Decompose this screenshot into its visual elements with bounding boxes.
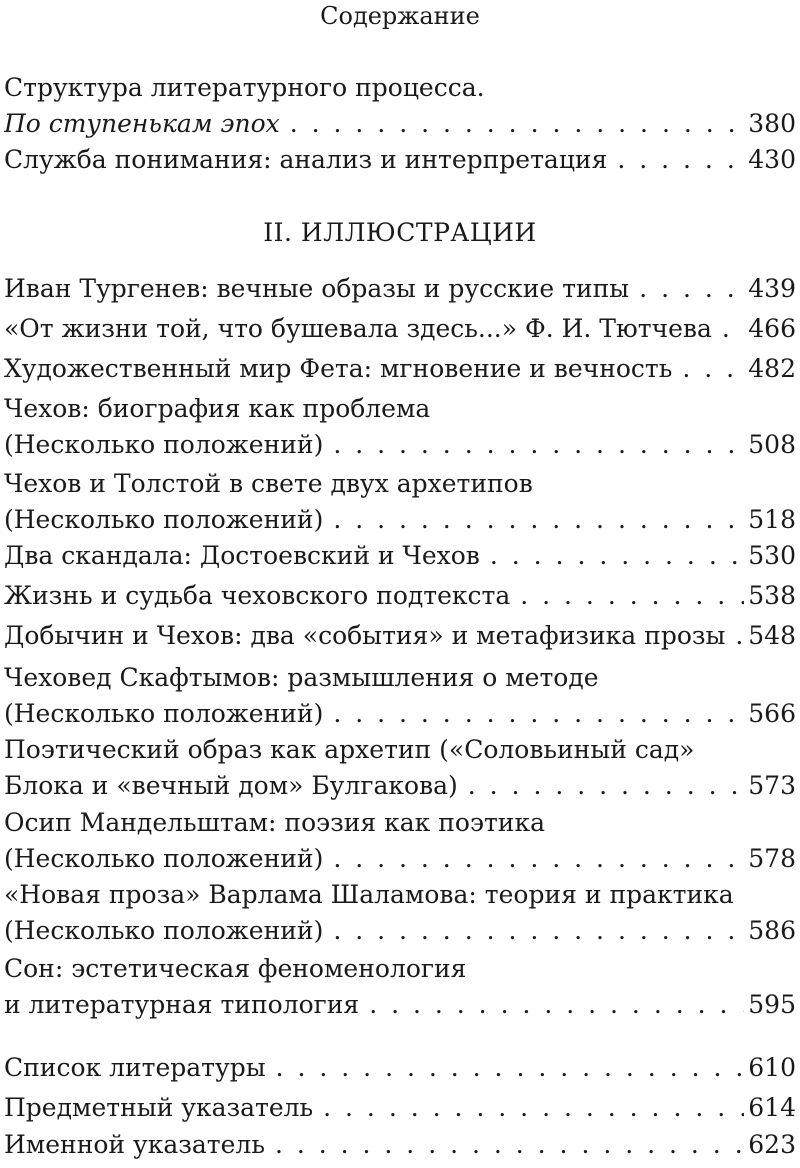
entry-title: Чехов: биография как проблема (4, 394, 431, 423)
running-head: Содержание (320, 2, 480, 30)
dot-leader (333, 696, 744, 732)
toc-entry (4, 271, 796, 307)
page-number: 508 (748, 430, 796, 459)
dot-leader (333, 427, 744, 463)
entry-title: Два скандала: Достоевский и Чехов (4, 541, 480, 570)
entry-subtitle: (Несколько положений) (4, 505, 324, 534)
dot-leader (276, 1050, 745, 1086)
entry-title: Художественный мир Фета: мгновение и вечность (4, 354, 673, 383)
entry-title: Иван Тургенев: вечные образы и русские типы (4, 274, 630, 303)
page-number: 518 (748, 505, 796, 534)
toc-entry (4, 951, 796, 1023)
dot-leader (490, 538, 744, 574)
entry-title: Чехов и Толстой в свете двух архетипов (4, 469, 533, 498)
toc-entry (4, 70, 796, 142)
dot-leader (275, 1127, 744, 1163)
toc-entry (4, 142, 796, 178)
page-number: 623 (748, 1130, 796, 1159)
page-number: 538 (748, 581, 796, 610)
dot-leader (290, 106, 745, 142)
page-number: 530 (748, 541, 796, 570)
entry-subtitle: (Несколько положений) (4, 699, 324, 728)
toc-entry (4, 877, 796, 949)
page-number: 614 (748, 1093, 796, 1122)
toc-entry (4, 311, 796, 347)
dot-leader (617, 142, 744, 178)
dot-leader (735, 618, 744, 654)
page-number: 595 (748, 990, 796, 1019)
entry-title: Добычин и Чехов: два «события» и метафизика прозы (4, 621, 726, 650)
toc-entry (4, 618, 796, 654)
entry-title: «Новая проза» Варлама Шаламова: теория и практика (4, 880, 734, 909)
toc-entry (4, 1050, 796, 1086)
toc-entry (4, 805, 796, 877)
dot-leader (369, 987, 744, 1023)
toc-entry (4, 732, 796, 804)
entry-title: Сон: эстетическая феноменология (4, 954, 467, 983)
entry-title: Именной указатель (4, 1130, 265, 1159)
entry-title: Чеховед Скафтымов: размышления о методе (4, 663, 599, 692)
toc-entry (4, 660, 796, 732)
page-number: 610 (748, 1053, 796, 1082)
page-number: 566 (748, 699, 796, 728)
entry-title: Предметный указатель (4, 1093, 314, 1122)
toc-entry (4, 351, 796, 387)
toc-entry (4, 1127, 796, 1163)
toc-entry (4, 578, 796, 614)
toc-entry (4, 1090, 796, 1126)
page-number: 439 (748, 274, 796, 303)
entry-subtitle: (Несколько положений) (4, 916, 324, 945)
page-number: 380 (748, 109, 796, 138)
toc-entry (4, 538, 796, 574)
entry-title: Осип Мандельштам: поэзия как поэтика (4, 808, 545, 837)
entry-title: «От жизни той, что бушевала здесь...» Ф. И. Тютчева (4, 314, 712, 343)
dot-leader (520, 578, 744, 614)
entry-subtitle: По ступенькам эпох (4, 109, 280, 138)
dot-leader (333, 502, 744, 538)
entry-subtitle: (Несколько положений) (4, 844, 324, 873)
page-number: 466 (748, 314, 796, 343)
dot-leader (323, 1090, 744, 1126)
dot-leader (639, 271, 744, 307)
entry-subtitle: (Несколько положений) (4, 430, 324, 459)
dot-leader (333, 841, 744, 877)
page-number: 430 (748, 145, 796, 174)
dot-leader (333, 913, 744, 949)
dot-leader (468, 768, 745, 804)
dot-leader (722, 311, 744, 347)
entry-subtitle: и литературная типология (4, 990, 360, 1019)
page-number: 482 (748, 354, 796, 383)
entry-title: Жизнь и судьба чеховского подтекста (4, 581, 511, 610)
page-number: 548 (748, 621, 796, 650)
toc-entry (4, 466, 796, 538)
entry-title: Поэтический образ как архетип («Соловьиный сад» (4, 735, 695, 764)
toc-entry (4, 391, 796, 463)
section-title: II. ИЛЛЮСТРАЦИИ (263, 218, 537, 247)
dot-leader (682, 351, 744, 387)
page-number: 586 (748, 916, 796, 945)
entry-title: Служба понимания: анализ и интерпретация (4, 145, 608, 174)
page-number: 578 (748, 844, 796, 873)
entry-subtitle: Блока и «вечный дом» Булгакова) (4, 771, 458, 800)
entry-title: Список литературы (4, 1053, 266, 1082)
entry-title: Структура литературного процесса. (4, 73, 485, 102)
page-number: 573 (748, 771, 796, 800)
